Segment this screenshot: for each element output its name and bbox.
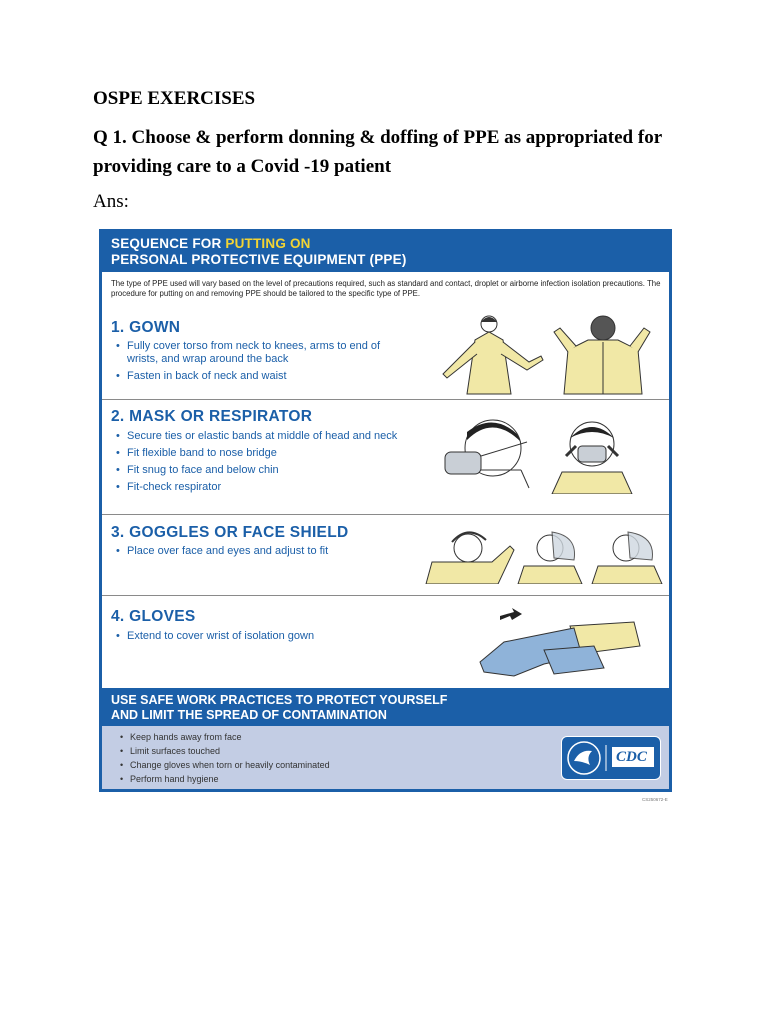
section-divider [102,399,669,400]
goggles-bullet: • Place over face and eyes and adjust to fit [116,545,406,558]
mask-bullet: • Fit snug to face and below chin [116,464,406,477]
practice-item: • Change gloves when torn or heavily contaminated [120,758,330,772]
answer-label: Ans: [93,191,129,212]
safe-practices-list [120,730,330,786]
gown-back-illustration [542,310,662,396]
poster-title-line1 [111,236,311,251]
mask-bullets [116,430,406,498]
mask-title: 2. MASK OR RESPIRATOR [111,408,313,425]
practice-item: • Keep hands away from face [120,730,330,744]
mask-side-illustration [437,412,537,494]
goggles-bullets [116,545,406,562]
gloves-bullet: • Extend to cover wrist of isolation gown [116,630,406,643]
section-divider [102,595,669,596]
gown-bullet: • Fasten in back of neck and waist [116,370,406,383]
practice-item: • Perform hand hygiene [120,772,330,786]
gown-bullets [116,340,406,387]
cdc-logo [561,736,661,780]
footer-title-line1: USE SAFE WORK PRACTICES TO PROTECT YOURSELF [111,693,448,707]
footer-banner [102,688,669,726]
goggles-title: 3. GOGGLES OR FACE SHIELD [111,524,349,541]
gown-front-illustration [437,310,547,396]
safe-practices-box [102,726,669,789]
poster-title-highlight: PUTTING ON [225,236,311,251]
goggles-illustration [422,522,667,584]
mask-bullet: • Secure ties or elastic bands at middle of head and neck [116,430,406,443]
section-divider [102,514,669,515]
ppe-poster [99,229,672,792]
gown-bullet: • Fully cover torso from neck to knees, arms to end of wrists, and wrap around the back [116,340,406,366]
gloves-illustration [474,606,644,678]
mask-bullet: • Fit flexible band to nose bridge [116,447,406,460]
footer-title-line2: AND LIMIT THE SPREAD OF CONTAMINATION [111,708,387,722]
cdc-logo-text: CDC [616,749,647,765]
question-text: Q 1. Choose & perform donning & doffing of PPE as appropriated for providing care to a Covid -19 patient [93,127,662,177]
poster-header [102,232,669,272]
gloves-title: 4. GLOVES [111,608,196,625]
figure-code: CS250672-E [642,797,668,802]
poster-title-line2: PERSONAL PROTECTIVE EQUIPMENT (PPE) [111,252,407,267]
document-heading: OSPE EXERCISES [93,88,256,109]
mask-bullet: • Fit-check respirator [116,481,406,494]
poster-title-prefix: SEQUENCE FOR [111,236,226,251]
practice-item: • Limit surfaces touched [120,744,330,758]
gloves-bullets [116,630,406,647]
mask-front-illustration [542,412,642,494]
gown-title: 1. GOWN [111,319,181,336]
poster-intro: The type of PPE used will vary based on the level of precautions required, such as standard and contact, droplet or airborne infection isolation precautions. The procedure for putting on and removing PPE should be tailored to the specific type of PPE. [111,279,661,298]
